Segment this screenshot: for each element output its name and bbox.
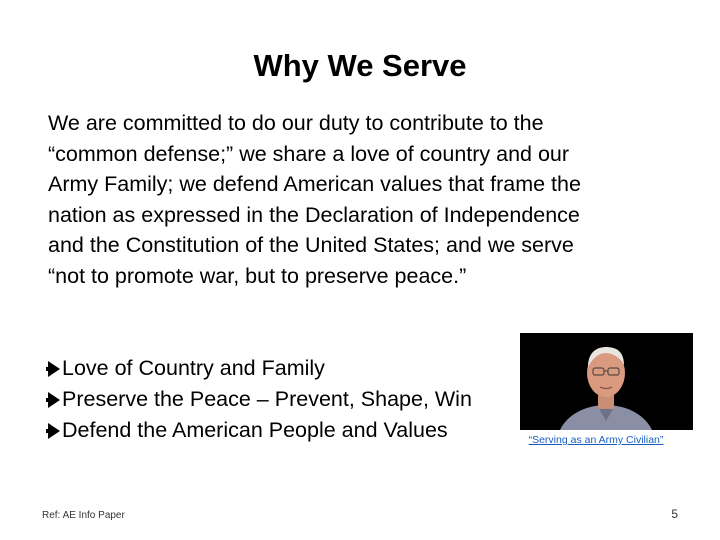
footer-reference: Ref: AE Info Paper — [42, 510, 125, 521]
page-number: 5 — [671, 507, 678, 521]
bullet-item — [48, 384, 472, 415]
slide-title: Why We Serve — [253, 48, 467, 83]
bullet-item — [48, 353, 472, 384]
bullet-item — [48, 415, 472, 446]
arrow-bullet-icon — [48, 392, 60, 408]
video-link[interactable]: “Serving as an Army Civilian” — [528, 434, 664, 446]
bullet-text: Love of Country and Family — [62, 356, 325, 380]
arrow-bullet-icon — [48, 361, 60, 377]
bullet-text: Preserve the Peace – Prevent, Shape, Win — [62, 387, 472, 411]
bullet-list — [48, 353, 472, 446]
arrow-bullet-icon — [48, 423, 60, 439]
body-paragraph: We are committed to do our duty to contribute to the “common defense;” we share a love of country and our Army Family; we defend American values that frame the nation as expressed in the Declaration of Independence and the Constitution of the United States; and we serve “not to promote war, but to preserve peace.” — [48, 111, 581, 288]
speaker-portrait-icon — [520, 333, 693, 430]
bullet-text: Defend the American People and Values — [62, 418, 448, 442]
video-thumbnail[interactable] — [520, 333, 693, 430]
